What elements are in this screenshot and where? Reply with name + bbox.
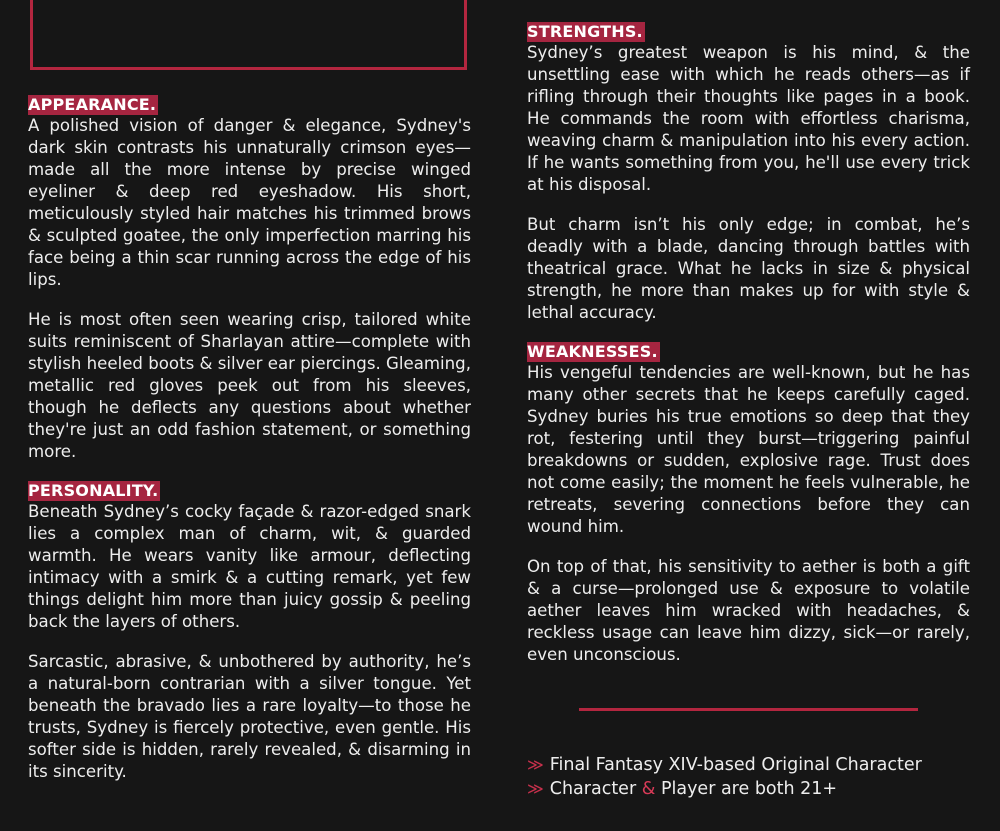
strengths-section <box>527 22 970 324</box>
strengths-paragraph-1: Sydney’s greatest weapon is his mind, & the unsettling ease with which he reads others—as if rifling through their thoughts like pages in a book. He commands the room with effortless charisma, weaving charm & manipulation into his every action. If he wants something from you, he'll use every trick at his disposal. <box>527 43 970 194</box>
personality-paragraph-1: Beneath Sydney’s cocky façade & razor-edged snark lies a complex man of charm, wit, & guarded warmth. He wears vanity like armour, deflecting intimacy with a smirk & a cutting remark, yet few things delight him more than juicy gossip & peeling back the layers of others. <box>28 502 471 631</box>
footnote-line-2 <box>527 777 922 801</box>
weaknesses-paragraph-2: On top of that, his sensitivity to aether is both a gift & a curse—prolonged use & exposure to volatile aether leaves him wracked with headaches, & reckless usage can leave him dizzy, sick—or rarely, even unconscious. <box>527 557 970 664</box>
appearance-paragraph-2: He is most often seen wearing crisp, tailored white suits reminiscent of Sharlayan attire—complete with stylish heeled boots & silver ear piercings. Gleaming, metallic red gloves peek out from his sleeves, though he deflects any questions about whether they're just an odd fashion statement, or something more. <box>28 310 471 461</box>
double-chevron-right-icon: ≫ <box>527 755 544 774</box>
personality-heading: PERSONALITY. <box>28 481 159 500</box>
weaknesses-paragraph-1: His vengeful tendencies are well-known, but he has many other secrets that he keeps carefully caged. Sydney buries his true emotions so deep that they rot, festering until they burst—triggering painful breakdowns or sudden, explosive rage. Trust does not come easily; the moment he feels vulnerable, he retreats, severing connections before they can wound him. <box>527 363 970 536</box>
section-divider <box>579 708 918 711</box>
double-chevron-right-icon: ≫ <box>527 779 544 798</box>
personality-section <box>28 481 471 783</box>
footnotes <box>527 753 922 801</box>
top-frame-box <box>30 0 467 70</box>
appearance-section <box>28 95 471 463</box>
footnote-text-2b: Player are both 21+ <box>655 779 838 799</box>
footnote-text-1: Final Fantasy XIV-based Original Character <box>549 755 922 775</box>
strengths-paragraph-2: But charm isn’t his only edge; in combat, he’s deadly with a blade, dancing through battles with theatrical grace. What he lacks in size & physical strength, he more than makes up for with style & lethal accuracy. <box>527 215 970 322</box>
strengths-heading: STRENGTHS. <box>527 22 643 41</box>
personality-paragraph-2: Sarcastic, abrasive, & unbothered by authority, he’s a natural-born contrarian with a silver tongue. Yet beneath the bravado lies a rare loyalty—to those he trusts, Sydney is fiercely protective, even gentle. His softer side is hidden, rarely revealed, & disarming in its sincerity. <box>28 652 471 781</box>
footnote-text-2a: Character <box>549 779 642 799</box>
appearance-heading: APPEARANCE. <box>28 95 157 114</box>
footnote-ampersand: & <box>641 779 656 799</box>
weaknesses-heading: WEAKNESSES. <box>527 342 658 361</box>
footnote-line-1 <box>527 753 922 777</box>
weaknesses-section <box>527 342 970 666</box>
right-column <box>527 22 970 666</box>
left-column <box>28 95 471 783</box>
appearance-paragraph-1: A polished vision of danger & elegance, Sydney's dark skin contrasts his unnaturally crimson eyes—made all the more intense by precise winged eyeliner & deep red eyeshadow. His short, meticulously styled hair matches his trimmed brows & sculpted goatee, the only imperfection marring his face being a thin scar running across the edge of his lips. <box>28 116 471 289</box>
